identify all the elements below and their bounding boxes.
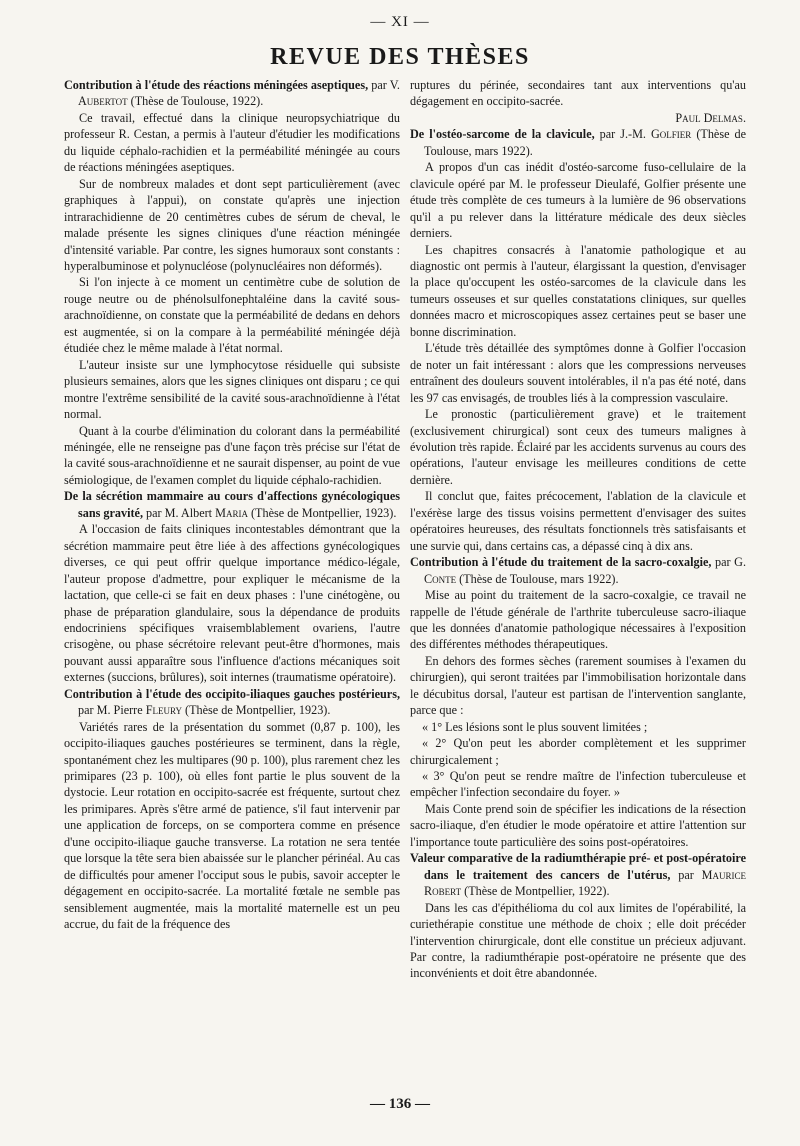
thesis-entry-heading <box>410 126 746 159</box>
thesis-author: Conte <box>424 571 457 586</box>
quoted-point: « 2° Qu'on peut les aborder complètement et les supprimer chirurgicalement ; <box>410 736 746 767</box>
thesis-title: De l'ostéo-sarcome de la clavicule, <box>410 127 595 142</box>
page-number: — 136 — <box>370 1096 430 1112</box>
quoted-point: « 3° Qu'on peut se rendre maître de l'infection tuberculeuse et empêcher l'infection secondaire du foyer. » <box>410 769 746 800</box>
abstract-paragraph: A l'occasion de faits cliniques incontestables démontrant que la sécrétion mammaire peut être liée à des affections gynécologiques diverses, ce qui peut offrir quelque importance médico-légale, l'auteur propose d'admettre, pour expliquer le mécanisme de la lactation, que celle-ci se fait en deux phases : l'une cinétogène, ou phase de préparation glandulaire, sous la dépendance de produits endocriniens spécifiques vraisemblablement ovariens, l'autre crisogène, ou phase sécrétoire relevant peut-être d'hormones, mais pouvant aussi apparaître sous l'influence d'actions mécaniques soit externes (succions, brûlures), soit internes (traumatisme opératoire). <box>64 522 400 685</box>
left-column <box>64 77 400 933</box>
reviewer-signature: Paul Delmas. <box>675 110 746 125</box>
thesis-by: par <box>670 867 702 882</box>
thesis-title: De la sécrétion mammaire au cours d'affections gynécologiques sans gravité, <box>64 489 400 520</box>
thesis-author: Aubertot <box>78 94 128 109</box>
thesis-reference: (Thèse de Montpellier, 1923). <box>247 505 397 520</box>
roman-folio: — XI — <box>370 14 430 30</box>
abstract-paragraph: L'auteur insiste sur une lymphocytose résiduelle qui subsiste plusieurs semaines, alors que les signes cliniques ont disparu ; ce qui montre l'extrême sensibilité de la cavité sous-arachnoïdienne à l'état normal. <box>64 357 400 422</box>
thesis-title: Contribution à l'étude des occipito-iliaques gauches postérieurs, <box>64 686 400 701</box>
thesis-entry-heading <box>64 686 400 719</box>
thesis-author: Fleury <box>145 703 182 718</box>
abstract-paragraph: Dans les cas d'épithélioma du col aux limites de l'opérabilité, la curiethérapie constitue une méthode de choix ; elle doit précéder l'intervention chirurgicale, dont elle constitue un précieux adjuvant. Par contre, la radiumthérapie post-opératoire ne présente que des inconvénients et doit être abandonnée. <box>410 900 746 981</box>
continued-paragraph <box>410 77 746 110</box>
abstract-paragraph: En dehors des formes sèches (rarement soumises à l'examen du chirurgien), qui seront traitées par l'immobilisation horizontale dans le décubitus dorsal, l'auteur est partisan de l'intervention sanglante, parce que : <box>410 653 746 718</box>
thesis-by: par V. <box>368 78 400 92</box>
right-column <box>410 77 746 982</box>
abstract-paragraph: Mais Conte prend soin de spécifier les indications de la résection sacro-iliaque, d'en étudier le mode opératoire et attire l'attention sur l'importance toute particulière des soins post-opératoires. <box>410 801 746 849</box>
abstract-paragraph: L'étude très détaillée des symptômes donne à Golfier l'occasion de noter un fait intéressant : alors que les compressions nerveuses entraînent des douleurs souvent intolérables, il n'a pas été noté, dans les 97 cas envisagés, de troubles liés à la compression vasculaire. <box>410 341 746 405</box>
section-title: REVUE DES THÈSES <box>270 44 530 70</box>
thesis-entry-heading <box>64 77 400 110</box>
thesis-reference: (Thèse de Montpellier, 1922). <box>461 884 610 899</box>
abstract-paragraph: Si l'on injecte à ce moment un centimètre cube de solution de rouge neutre ou de phénolsulfonephtaléine dans la cavité sous-arachnoïdienne, on constate que la perméabilité de dedans en dehors est augmentée, si on la compare à la perméabilité méningée déjà étudiée chez le même malade à l'état normal. <box>64 275 400 356</box>
thesis-reference: (Thèse de Toulouse, mars 1922). <box>424 127 746 158</box>
abstract-paragraph: Mise au point du traitement de la sacro-coxalgie, ce travail ne rappelle de l'étude générale de l'arthrite tuberculeuse sacro-iliaque que les données d'anatomie pathologique nécessaires à l'exposition des différentes méthodes thérapeutiques. <box>410 588 746 652</box>
thesis-author: Maria <box>215 505 248 520</box>
abstract-paragraph: Le pronostic (particulièrement grave) et le traitement (exclusivement chirurgical) sont ceux des tumeurs malignes à évolution très rapide. Éclairé par les accidents survenus au cours des opérations, l'auteur envisage les meilleures conditions de cette dernière. <box>410 407 746 487</box>
continued-text: ruptures du périnée, secondaires tant aux interventions qu'au dégagement en occipito-sacrée. <box>410 78 746 109</box>
thesis-by: par J.-M. <box>594 127 651 142</box>
abstract-paragraph: Variétés rares de la présentation du sommet (0,87 p. 100), les occipito-iliaques gauches postérieures se terminent, dans la règle, spontanément chez les multipares (90 p. 100), plus rarement chez les primipares (23 p. 100), où elles font partie le plus souvent de la dystocie. Leur rotation en occipito-sacrée est fréquente, surtout chez les primipares. Après s'être armé de patience, s'il faut intervenir par une application de forceps, on se comportera comme en présence d'une occipito-iliaque gauche transverse. La rotation ne sera tentée que lorsque la tête sera bien abaissée sur le plancher périnéal. Au cas de difficultés pour amener l'occiput sous le pubis, savoir accepter le dégagement en occipito-sacrée. La mortalité fœtale ne semble pas sensiblement augmentée, mais la mortalité maternelle est un peu accrue, du fait de la fréquence des <box>64 719 400 932</box>
thesis-by: par M. Pierre <box>78 703 146 718</box>
quoted-point: « 1° Les lésions sont le plus souvent limitées ; <box>422 719 648 734</box>
abstract-paragraph: Ce travail, effectué dans la clinique neuropsychiatrique du professeur R. Cestan, a permis à l'auteur d'étudier les modifications du liquide céphalo-rachidien et la perméabilité méningée au cours de réactions méningées aseptiques. <box>64 110 400 175</box>
abstract-paragraph: Les chapitres consacrés à l'anatomie pathologique et au diagnostic ont permis à l'auteur, élargissant la question, d'envisager la place qu'occupent les ostéo-sarcomes de la clavicule dans les tumeurs osseuses et sur quelles constatations cliniques, sur quelles données macro et microscopiques assez certaines peut se baser une bonne discrimination. <box>410 242 746 339</box>
thesis-entry-heading <box>410 554 746 587</box>
abstract-paragraph: Sur de nombreux malades et dont sept particulièrement (avec graphiques à l'appui), on constate qu'après une injection intrarachidienne de 20 centimètres cubes de sérum de cheval, le malade présente les signes cliniques d'une réaction méningée d'intensité variable. Par contre, les signes humoraux sont constants : hyperalbuminose et polynucléose (polynucléaires non déformés). <box>64 176 400 273</box>
thesis-title: Valeur comparative de la radiumthérapie pré- et post-opératoire dans le traitement des cancers de l'utérus, <box>410 851 746 882</box>
thesis-author: Maurice Robert <box>424 867 747 899</box>
abstract-paragraph: A propos d'un cas inédit d'ostéo-sarcome fuso-cellulaire de la clavicule opéré par M. le professeur Dieulafé, Golfier présente une étude très complète de ces tumeurs à la lumière de 96 observations qu'il a pu relever dans la littérature médicale des deux siècles derniers. <box>410 160 746 241</box>
thesis-by: par G. <box>711 555 746 570</box>
thesis-entry-heading <box>64 488 400 521</box>
thesis-entry-heading <box>410 850 746 899</box>
abstract-paragraph: Quant à la courbe d'élimination du colorant dans la perméabilité méningée, elle ne renseigne pas d'une façon très précise sur l'état de la cavité sous-arachnoïdienne et ne saurait dispenser, au point de vue sémiologique, de l'examen complet du liquide céphalo-rachidien. <box>64 423 400 487</box>
thesis-author: Golfier <box>651 127 692 142</box>
thesis-title: Contribution à l'étude du traitement de la sacro-coxalgie, <box>410 555 712 570</box>
thesis-title: Contribution à l'étude des réactions méningées aseptiques, <box>64 78 369 92</box>
thesis-reference: (Thèse de Toulouse, 1922). <box>127 94 264 109</box>
abstract-paragraph: Il conclut que, faites précocement, l'ablation de la clavicule et l'exérèse large des tissus voisins permettent d'envisager des suites opératoires heureuses, des résultats fonctionnels très satisfaisants et une survie qui, dans certains cas, a dépassé cinq à dix ans. <box>410 489 746 553</box>
thesis-by: par M. Albert <box>143 505 216 520</box>
thesis-reference: (Thèse de Toulouse, mars 1922). <box>456 571 619 586</box>
thesis-reference: (Thèse de Montpellier, 1923). <box>181 703 331 718</box>
